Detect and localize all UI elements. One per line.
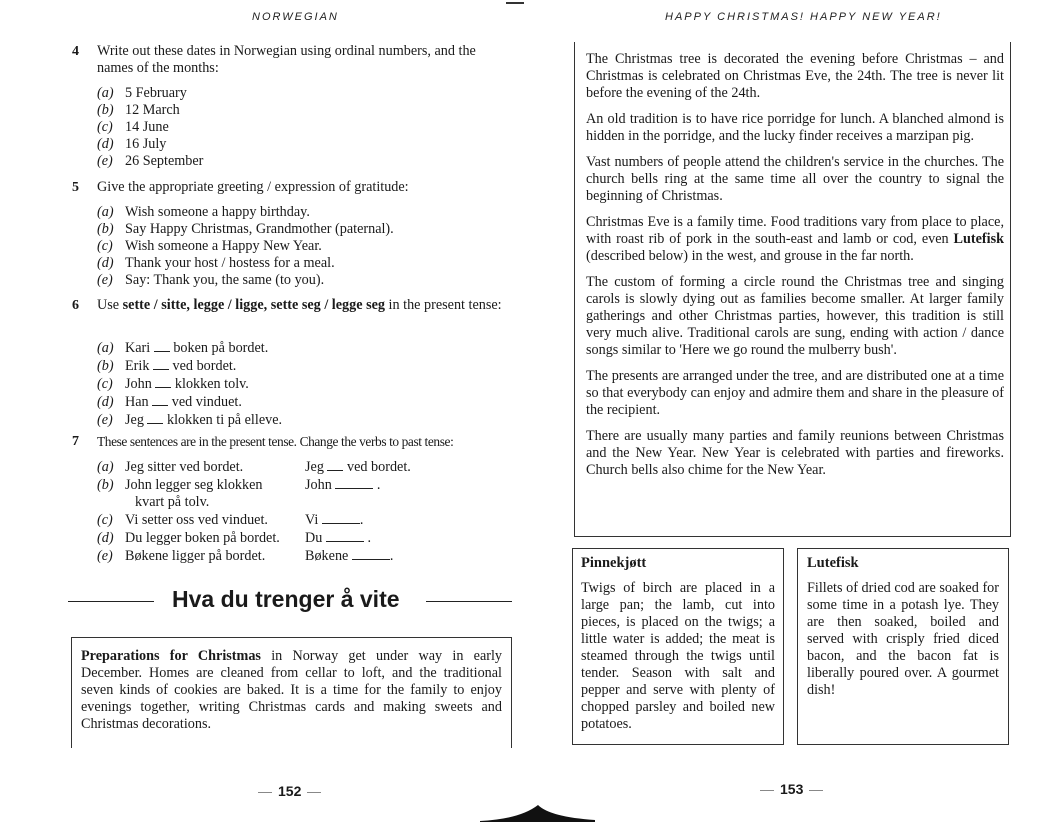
exercise-item: (b) Erik ved bordet. xyxy=(97,358,237,374)
pinnekjott-text: Twigs of birch are placed in a large pan; the lamb, cut into pieces, is placed on the twigs; a little water is added; the meat is steamed through the twigs until tender. Season with salt and pepper and serve with plenty of chopped parsley and boiled new potatoes. xyxy=(581,580,775,732)
food-paragraph: Christmas Eve is a family time. Food traditions vary from place to place, with roast rib of pork in the south-east and lamb or cod, even Lutefisk (described below) in the west, and grouse in the far north. xyxy=(586,214,1004,264)
exercise-4-items xyxy=(97,85,203,170)
paragraph: There are usually many parties and family reunions between Christmas and the New Year. New Year is celebrated with parties and fireworks. Church bells also chime for the New Year. xyxy=(586,428,1004,478)
exercise-7-items xyxy=(97,458,411,565)
left-running-head: NORWEGIAN xyxy=(252,11,339,23)
exercise-item: (e) Jeg klokken ti på elleve. xyxy=(97,412,283,428)
exercise-item: (d) Thank your host / hostess for a meal. xyxy=(97,255,335,271)
exercise-item: (c) 14 June xyxy=(97,119,169,135)
exercise-item: (d) Han ved vinduet. xyxy=(97,394,242,410)
pinnekjott-box xyxy=(572,548,784,745)
exercise-item: (c) Vi setter oss ved vinduet. Vi . xyxy=(97,512,364,528)
exercise-item: (a) Kari boken på bordet. xyxy=(97,340,269,356)
exercise-item: (b) Say Happy Christmas, Grandmother (paternal). xyxy=(97,221,394,237)
exercise-item: (c) Wish someone a Happy New Year. xyxy=(97,238,322,254)
paragraph: An old tradition is to have rice porridge for lunch. A blanched almond is hidden in the porridge, and the lucky finder receives a marzipan pig. xyxy=(586,111,1004,144)
section-heading: Hva du trenger å vite xyxy=(172,586,400,612)
exercise-instruction: Use sette / sitte, legge / ligge, sette seg / legge seg in the present tense: xyxy=(97,297,502,313)
exercise-number: 6 xyxy=(72,298,79,313)
paragraph: The custom of forming a circle round the Christmas tree and singing carols is slowly dying out as families become smaller. At larger family gatherings and other Christmas parties, however, this tradition is still very much alive. Traditional carols are sung, ending with action / dance songs similar to 'Here we go round the mulberry bush'. xyxy=(586,274,1004,358)
exercise-item: (a) Wish someone a happy birthday. xyxy=(97,204,310,220)
lutefisk-box xyxy=(797,548,1009,745)
exercise-item: (e) 26 September xyxy=(97,153,204,169)
exercise-item-continuation: kvart på tolv. xyxy=(135,494,210,510)
exercise-item: (a) 5 February xyxy=(97,85,187,101)
binding-ornament xyxy=(470,795,600,822)
exercise-item: (c) John klokken tolv. xyxy=(97,376,249,392)
exercise-item: (d) 16 July xyxy=(97,136,167,152)
pinnekjott-title: Pinnekjøtt xyxy=(581,555,647,571)
exercise-instruction: These sentences are in the present tense. Change the verbs to past tense: xyxy=(97,434,454,449)
binding-mark xyxy=(506,2,524,4)
exercise-item: (b) John legger seg klokken John . xyxy=(97,477,381,493)
heading-rule-right xyxy=(426,601,512,602)
right-page-number: 153 xyxy=(754,781,829,797)
paragraph: The Christmas tree is decorated the evening before Christmas – and Christmas is celebrated on Christmas Eve, the 24th. The tree is never lit before the evening of the 24th. xyxy=(586,51,1004,101)
exercise-item: (d) Du legger boken på bordet. Du . xyxy=(97,530,371,546)
exercise-number: 4 xyxy=(72,44,79,59)
exercise-number: 7 xyxy=(72,434,79,449)
christmas-text-box xyxy=(574,42,1011,537)
left-page-number: 152 xyxy=(252,783,327,799)
exercise-6-items xyxy=(97,339,282,429)
lutefisk-text: Fillets of dried cod are soaked for some time in a potash lye. They are then soaked, boiled and served with crisply fried diced bacon, and the bacon fat is liberally poured over. A gourmet dish! xyxy=(807,580,999,698)
exercise-item: (e) Say: Thank you, the same (to you). xyxy=(97,272,325,288)
lutefisk-title: Lutefisk xyxy=(807,555,859,571)
exercise-instruction: Write out these dates in Norwegian using ordinal numbers, and the names of the months: xyxy=(97,43,476,76)
exercise-item: (a) Jeg sitter ved bordet. Jeg ved bordet. xyxy=(97,459,411,475)
paragraph: The presents are arranged under the tree, and are distributed one at a time so that everybody can enjoy and admire them and share in the pleasure of the recipient. xyxy=(586,368,1004,418)
exercise-item: (b) 12 March xyxy=(97,102,180,118)
paragraph: Vast numbers of people attend the children's service in the churches. The church bells ring at the same time all over the country to signal the beginning of Christmas. xyxy=(586,154,1004,204)
exercise-5-items xyxy=(97,204,394,289)
heading-rule-left xyxy=(68,601,154,602)
preparations-box xyxy=(71,637,512,748)
right-running-head: HAPPY CHRISTMAS! HAPPY NEW YEAR! xyxy=(665,11,942,23)
exercise-item: (e) Bøkene ligger på bordet. Bøkene . xyxy=(97,548,394,564)
preparations-text: Preparations for Christmas in Norway get under way in early December. Homes are cleaned from cellar to loft, and the traditional seven kinds of cookies are baked. It is a time for the family to enjoy evenings together, writing Christmas cards and making sweets and Christmas decorations. xyxy=(81,648,503,732)
exercise-number: 5 xyxy=(72,180,79,195)
exercise-instruction: Give the appropriate greeting / expression of gratitude: xyxy=(97,179,409,195)
